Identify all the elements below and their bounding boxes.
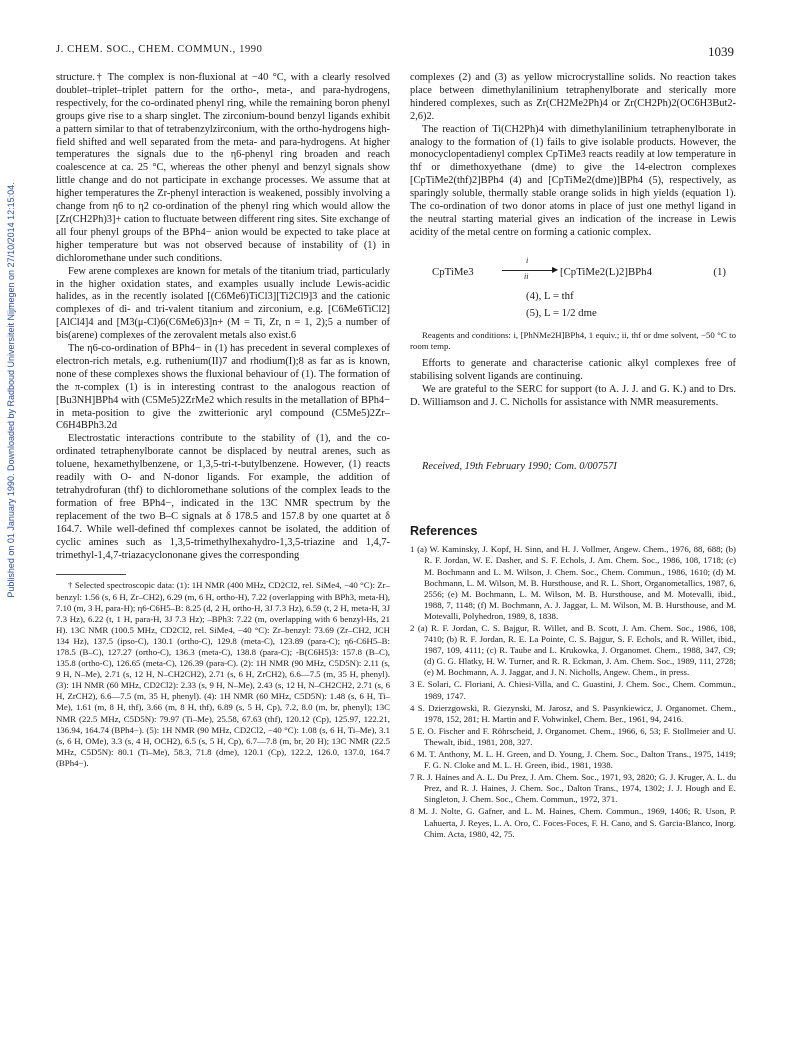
- reference-item: 1 (a) W. Kaminsky, J. Kopf, H. Sinn, and H. J. Vollmer, Angew. Chem., 1976, 88, 688; (b) R. F. Jordan, W. E. Dasher, and S. F. Echols, J. Am. Chem. Soc., 1986, 108, 1718; (c) M. Bochmann and L. M. Wilson, J. Chem. Soc., Chem. Commun., 1986, 1610; (d) M. Bochmann, L. M. Wilson, M. B. Hursthouse, and R. L. Short, Organometallics, 1987, 6, 2556; (e) M. Bochmann, L. M. Wilson, M. B. Hursthouse, and M. Motevalli, ibid., 1988, 7, 1148; (f) M. Bochmann, A. J. Jaggar, L. M. Wilson, M. B. Hursthouse, and M. Motevalli, Polyhedron, 1989, 8, 1838.: [410, 544, 736, 621]
- body-paragraph: complexes (2) and (3) as yellow microcrystalline solids. No reaction takes place between dimethylanilinium tetraphenylborate and sterically more hindered complexes, such as Zr(CH2Me2Ph)4 or Zr(CH2Ph)2(OC6H3But2-2,6)2.: [410, 72, 736, 122]
- reference-item: 7 R. J. Haines and A. L. Du Prez, J. Am. Chem. Soc., 1971, 93, 2820; G. J. Kruger, A. L. du Prez, and R. J. Haines, J. Chem. Soc., Dalton Trans., 1974, 1302; J. J. Hough and E. Singleton, J. Chem. Soc., Chem. Commun., 1972, 371.: [410, 772, 736, 805]
- received-date: Received, 19th February 1990; Com. 0/00757I: [422, 461, 617, 473]
- spectroscopic-footnote: † Selected spectroscopic data: (1): 1H NMR (400 MHz, CD2Cl2, rel. SiMe4, −40 °C): Zr–benzyl: 1.56 (s, 6 H, Zr–CH2), 6.29 (m, 6 H, ortho-H), 7.22 (overlapping with BPh3, meta-H), 7.10 (m, 3 H, para-H); η6-C6H5–B: 8.25 (d, 2 H, ortho-H, 3J 7.3 Hz), 6.59 (t, 2 H, meta-H, 3J 7.3 Hz), 6.22 (t, 1 H, para-H, 3J 7.3 Hz); –BPh3: 7.22 (m, overlapping with 6 benzyl-Hs, 21 H). 13C NMR (100.5 MHz, CD2Cl2, rel. SiMe4, −40 °C): Zr–benzyl: 73.69 (Zr–CH2, JCH 134 Hz), 137.5 (ipso-C), 130.1 (ortho-C), 129.8 (meta-C), 123.89 (para-C); η6-C6H5–B: 178.5 (B–C), 127.27 (ortho-C), 136.3 (meta-C), 138.8 (para-C); -B(C6H5)3: 157.8 (B–C), 135.8 (ortho-C), 126.65 (meta-C), 126.39 (para-C). (2): 1H NMR (90 MHz, C5D5N): 2.11 (s, 9 H, N–Me), 2.71 (s, 12 H, N–CH2CH2), 2.71 (s, 6 H, ZrCH2), 6.6—7.5 (m, 35 H, phenyl). (3): 1H NMR (60 MHz, CD2Cl2): 2.33 (s, 9 H, N–Me), 2.43 (s, 12 H, N–CH2CH2, 2.71 (s, 6 H, ZrCH2), 6.6—7.5 (m, 35 H, phenyl). (4): 1H NMR (60 MHz, C5D5N): 1.48 (s, 6 H, Ti–Me), 1.61 (m, 8 H, thf), 3.66 (m, 8 H, thf), 6.89 (s, 5 H, Cp), 7.2, 8.0 (m, br, phenyl); 13C NMR (22.5 MHz, C5D5N): 79.97 (Ti–Me), 25.58, 67.63 (thf), 120.12 (Cp), 125.97, 122.21, 136.94, 164.74 (BPh4−). (5): 1H NMR (90 MHz, CD2Cl2, −40 °C): 1.08 (s, 6 H, Ti–Me), 3.1 (s, 6 H, OMe), 3.3 (s, 4 H, OCH2), 6.5 (s, 5 H, Cp), 6.7—7.8 (m, br, 20 H); 13C NMR (22.5 MHz, C5D5N): 80.1 (Ti–Me), 58.3, 71.8 (dme), 120.1 (Cp), 122.2, 126.0, 137.0, 164.7 (BPh4−).: [56, 580, 390, 768]
- download-watermark-text: Published on 01 January 1990. Downloaded by Radboud Universiteit Nijmegen on 27/10/2014 12:15:04.: [6, 182, 16, 598]
- equation-reactant: CpTiMe3: [432, 265, 474, 278]
- reference-item: 4 S. Dzierzgowski, R. Giezynski, M. Jarosz, and S. Pasynkiewicz, J. Organomet. Chem., 1978, 152, 281; H. Martin and F. Vohwinkel, Chem. Ber., 1961, 94, 2416.: [410, 702, 736, 724]
- arrow-step-1: i: [526, 255, 529, 265]
- reaction-conditions: Reagents and conditions: i, [PhNMe2H]BPh4, 1 equiv.; ii, thf or dme solvent, −50 °C to room temp.: [410, 329, 736, 351]
- footnote-rule: [56, 574, 126, 575]
- page-number: 1039: [708, 44, 734, 59]
- download-watermark: [2, 150, 20, 630]
- equation-case-5: (5), L = 1/2 dme: [526, 306, 597, 319]
- equation-case-4: (4), L = thf: [526, 289, 574, 302]
- body-paragraph: structure.† The complex is non-fluxional at −40 °C, with a clearly resolved doublet–triplet–triplet pattern for the ortho-, meta-, and para-hydrogens, respectively, for the co-ordinated phenyl ring, while the remaining boron phenyl groups give rise to a sharp singlet. The zirconium-bound benzyl ligands exhibit a pattern similar to that of tetrabenzylzirconium, with the ortho-hydrogens high-field shifted and well separated from the meta- and para-hydrogens. At higher temperatures the signals due to the η6-phenyl ring broaden and reach coalescence at ca. 25 °C, whereas the other phenyl and benzyl signals show little change and do not participate in exchange processes. We assume that at higher temperatures the Zr-phenyl interaction is weakened, possibly involving a change from η6 to η2 co-ordination of the phenyl ring which would allow the [Zr(CH2Ph)3]+ cation to fluctuate between different ring sites. Site exchange of all four phenyl groups of the BPh4− anion would be expected to take place at higher temperature but was not observed because of instability of (1) in dichloromethane under such conditions.: [56, 72, 390, 264]
- reference-item: 6 M. T. Anthony, M. L. H. Green, and D. Young, J. Chem. Soc., Dalton Trans., 1975, 1419; F. G. N. Cloke and M. L. H. Green, ibid., 1981, 1938.: [410, 749, 736, 771]
- running-header: [56, 44, 734, 58]
- equation-product: [CpTiMe2(L)2]BPh4: [560, 265, 652, 278]
- body-paragraph: The η6-co-ordination of BPh4− in (1) has precedent in several complexes of electron-rich metals, e.g. ruthenium(II)7 and rhodium(I);8 as far as is known, none of these complexes shows the fluxional behaviour of (1). The formation of the π-complex (1) is in interesting contrast to the analogous reaction of [Bu3NH]BPh4 with (C5Me5)2ZrMe2 which results in the metallation of BPh4− in meta-position to give the zwitterionic aryl compound (C5Me5)2Zr–C6H4BPh3.2d: [56, 343, 390, 432]
- body-paragraph: Efforts to generate and characterise cationic alkyl complexes free of stabilising solvent ligands are continuing.: [410, 357, 736, 382]
- body-paragraph: Electrostatic interactions contribute to the stability of (1), and the co-ordinated tetraphenylborate cannot be displaced by neutral arenes, such as toluene, hexamethylbenzene, or 1,3,5-tri-t-butylbenzene. However, (1) reacts readily with O- and N-donor ligands. For example, the addition of tetrahydrofuran (thf) to dichloromethane solutions of the complex leads to the formation of free BPh4−, indicated in the 13C NMR spectrum by the replacement of the two B–C signals at δ 178.5 and 157.8 by one quartet at δ 164.7. While well-defined thf complexes cannot be isolated, the addition of cyclic amines such as 1,3,5-trimethylhexahydro-1,3,5-triazine and 1,4,7-trimethyl-1,4,7-triazacyclononane gives the corresponding: [56, 433, 390, 561]
- references-heading: References: [410, 524, 478, 539]
- reference-item: 3 E. Solari, C. Floriani, A. Chiesi-Villa, and C. Guastini, J. Chem. Soc., Chem. Commun., 1989, 1747.: [410, 679, 736, 701]
- reaction-arrow-icon: i ▶ ii: [502, 256, 558, 282]
- body-paragraph: The reaction of Ti(CH2Ph)4 with dimethylanilinium tetraphenylborate in analogy to the formation of (1) fails to give isolable products. However, the monocyclopentadienyl complex CpTiMe3 reacts readily at low temperature in thf or dimethoxyethane (dme) to give the 14-electron complexes [CpTiMe2(thf)2]BPh4 (4) and [CpTiMe2(dme)]BPh4 (5), respectively, as sparingly soluble, thermally stable orange solids in high yields (equation 1). The co-ordination of two donor atoms in place of just one methyl ligand in the neutral starting material gives an indication of the increase in Lewis acidity of the metal centre on forming a cationic complex.: [410, 123, 736, 238]
- reference-item: 8 M. J. Nolte, G. Gafner, and L. M. Haines, Chem. Commun., 1969, 1406; R. Uson, P. Lahuerta, J. Reyes, L. A. Oro, C. Foces-Foces, F. H. Cano, and S. Garcia-Blanco, Inorg. Chim. Acta, 1980, 42, 75.: [410, 806, 736, 839]
- reaction-equation: [410, 252, 736, 318]
- body-paragraph: Few arene complexes are known for metals of the titanium triad, particularly in the higher oxidation states, and examples usually include Lewis-acidic halides, as in the recently isolated [(C6Me6)TiCl3][Ti2Cl9]3 and the cationic complexes of di- and tri-valent titanium and zirconium, e.g. [C6Me6TiCl2][AlCl4]4 and [M3(μ-Cl)6(C6Me6)3]n+ (M = Ti, Zr, n = 1, 2);5 a number of bis(arene) complexes of the zerovalent metals also exist.6: [56, 265, 390, 342]
- acknowledgement: We are grateful to the SERC for support (to A. J. J. and G. K.) and to Drs. D. Williamson and J. C. Nicholls for assistance with NMR measurements.: [410, 383, 736, 408]
- equation-number: (1): [713, 265, 726, 278]
- left-column: [56, 72, 390, 769]
- reference-item: 2 (a) R. F. Jordan, C. S. Bajgur, R. Willet, and B. Scott, J. Am. Chem. Soc., 1986, 108, 7410; (b) R. F. Jordan, R. E. La Pointe, C. S. Bajgur, S. F. Echols, and R. Willet, ibid., 1987, 109, 4111; (c) R. Taube and L. Krukowka, J. Organomet. Chem., 1988, 347, C9; (d) G. G. Hlatky, H. W. Turner, and R. R. Eckman, J. Am. Chem. Soc., 1989, 111, 2728; (e) M. Bochmann, A. J. Jaggar, and J. N. Nicholls, Angew. Chem., in press.: [410, 622, 736, 678]
- arrow-step-2: ii: [524, 271, 529, 281]
- reference-item: 5 E. O. Fischer and F. Röhrscheid, J. Organomet. Chem., 1966, 6, 53; F. Stollmeier and U. Thewalt, ibid., 1981, 208, 327.: [410, 725, 736, 747]
- journal-citation: J. CHEM. SOC., CHEM. COMMUN., 1990: [56, 44, 263, 55]
- right-column: [410, 72, 736, 841]
